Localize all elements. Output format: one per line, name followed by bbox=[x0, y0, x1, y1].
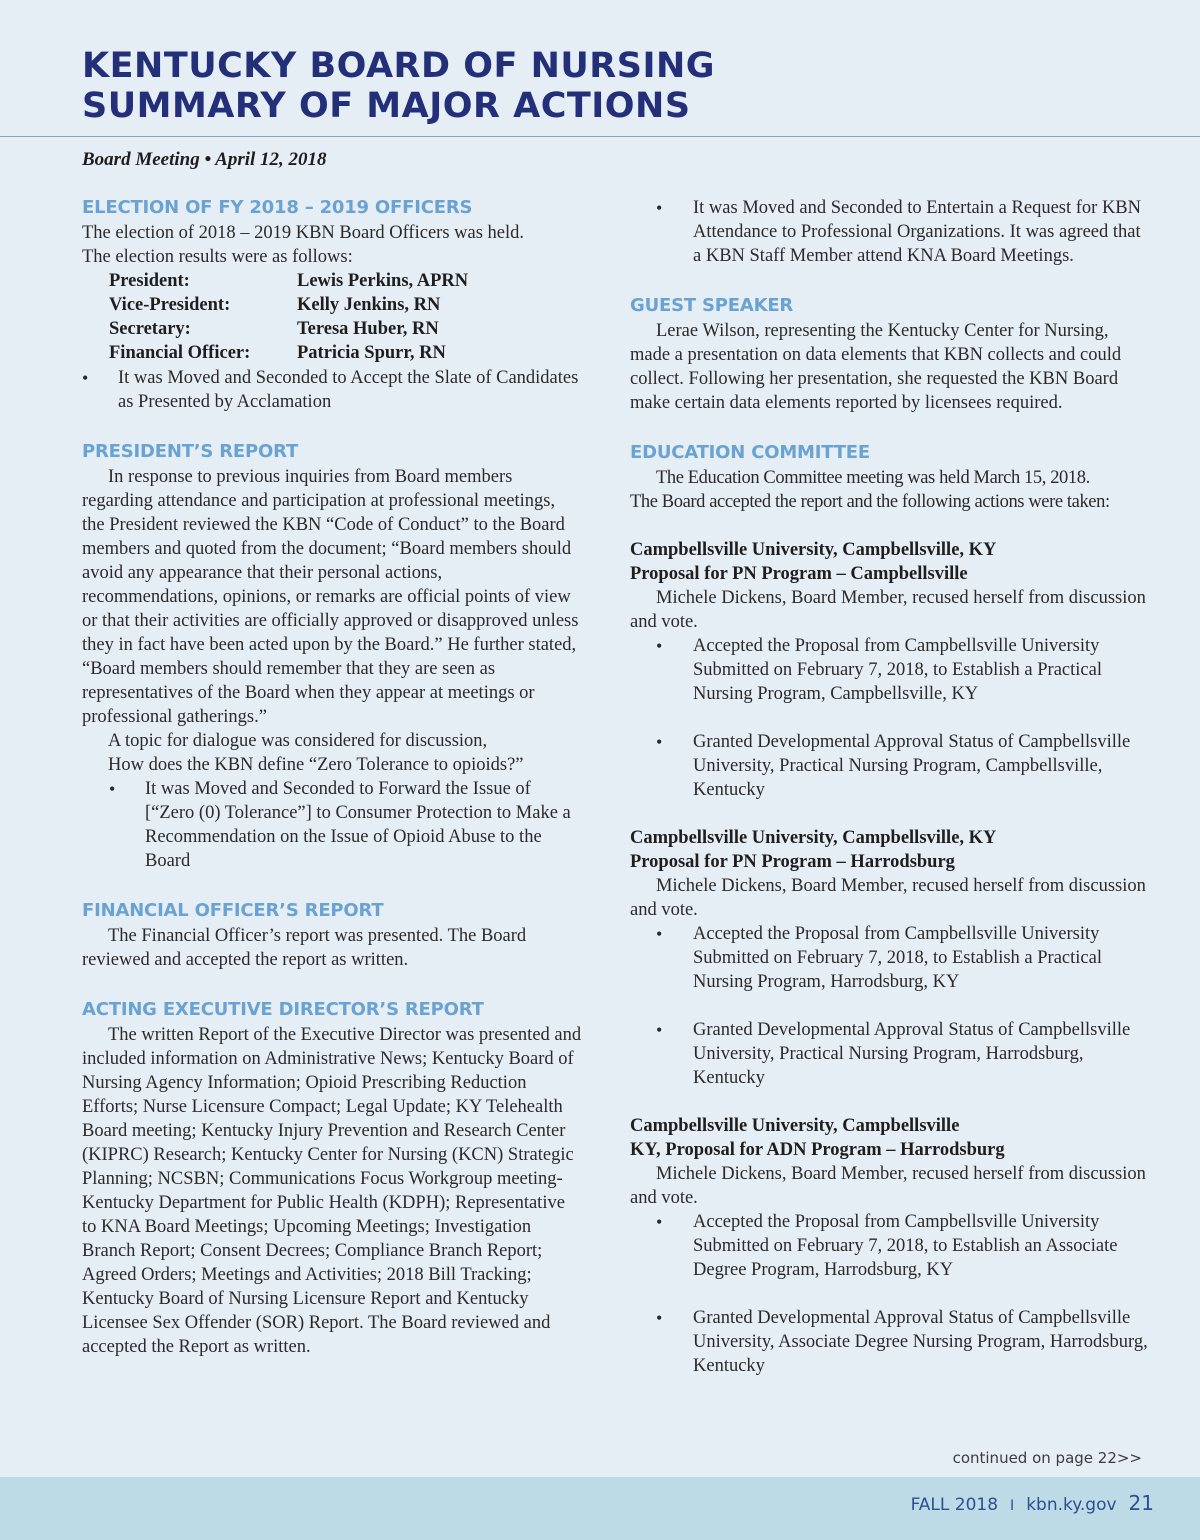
left-column bbox=[82, 196, 582, 1359]
bullet-text: Granted Developmental Approval Status of Campbellsville University, Practical Nursing Program, Campbellsville, Kentucky bbox=[693, 732, 1131, 800]
spacer bbox=[630, 1282, 1150, 1306]
officer-name: Lewis Perkins, APRN bbox=[297, 271, 469, 291]
officer-role: Financial Officer: bbox=[109, 343, 251, 363]
bullet-item bbox=[109, 777, 582, 873]
bullet-item bbox=[630, 730, 1150, 802]
election-intro: The election of 2018 – 2019 KBN Board Officers was held. bbox=[82, 223, 525, 243]
officer-name: Teresa Huber, RN bbox=[297, 319, 439, 339]
officer-row bbox=[109, 269, 582, 293]
page-number: 21 bbox=[1128, 1491, 1154, 1515]
bullet-text: It was Moved and Seconded to Forward the Issue of [“Zero (0) Tolerance”] to Consumer Protection to Make a Recommendation on the Issue of Opioid Abuse to the Board bbox=[145, 779, 571, 871]
bullet-text: It was Moved and Seconded to Accept the Slate of Candidates as Presented by Acclamation bbox=[118, 368, 579, 412]
officer-row bbox=[109, 341, 582, 365]
bullet-text: Accepted the Proposal from Campbellsville University Submitted on February 7, 2018, to Establish a Practical Nursing Program, Harrodsburg, KY bbox=[693, 924, 1102, 992]
recusal-note: Michele Dickens, Board Member, recused herself from discussion and vote. bbox=[630, 1164, 1146, 1208]
education-intro-2: The Board accepted the report and the following actions were taken: bbox=[630, 492, 1110, 512]
bullet-icon: • bbox=[656, 1212, 663, 1232]
bullet-item bbox=[630, 634, 1150, 706]
bullet-text: Granted Developmental Approval Status of Campbellsville University, Practical Nursing Program, Harrodsburg, Kentucky bbox=[693, 1020, 1131, 1088]
program-subtitle: Proposal for PN Program – Campbellsville bbox=[630, 564, 968, 584]
page-title bbox=[82, 46, 715, 126]
bullet-text: Accepted the Proposal from Campbellsville University Submitted on February 7, 2018, to Establish a Practical Nursing Program, Campbellsville, KY bbox=[693, 636, 1102, 704]
program-block bbox=[630, 538, 1150, 802]
issue-label: FALL 2018 bbox=[910, 1495, 999, 1515]
topic-line: A topic for dialogue was considered for discussion, bbox=[108, 731, 488, 751]
spacer bbox=[630, 802, 1150, 826]
director-report-section bbox=[82, 998, 582, 1359]
title-line-2: SUMMARY OF MAJOR ACTIONS bbox=[82, 86, 691, 126]
officer-row bbox=[109, 293, 582, 317]
section-heading: ELECTION OF FY 2018 – 2019 OFFICERS bbox=[82, 197, 473, 218]
bullet-item bbox=[630, 196, 1150, 268]
bullet-icon: • bbox=[656, 636, 663, 656]
president-report-section bbox=[82, 440, 582, 873]
bullet-icon: • bbox=[656, 1020, 663, 1040]
officer-role: President: bbox=[109, 271, 190, 291]
bullet-icon: • bbox=[82, 368, 89, 388]
bullet-text: Accepted the Proposal from Campbellsville University Submitted on February 7, 2018, to Establish an Associate Degree Program, Harrodsburg, KY bbox=[693, 1212, 1118, 1280]
president-paragraph: In response to previous inquiries from Board members regarding attendance and participation at professional meetings, the President reviewed the KBN “Code of Conduct” to the Board members and quoted from the document; “Board members should avoid any appearance that their personal actions, recommendations, opinions, or remarks are official points of view or that their activities are officially approved or disapproved unless they in fact have been acted upon by the Board.” He further stated, “Board members should remember that they are seen as representatives of the Board when they appear at meetings or professional gatherings.” bbox=[82, 467, 579, 727]
recusal-note: Michele Dickens, Board Member, recused herself from discussion and vote. bbox=[630, 876, 1146, 920]
program-title: Campbellsville University, Campbellsville bbox=[630, 1116, 960, 1136]
right-column bbox=[630, 196, 1150, 1378]
bullet-item bbox=[630, 1306, 1150, 1378]
program-block bbox=[630, 1114, 1150, 1378]
program-subtitle: Proposal for PN Program – Harrodsburg bbox=[630, 852, 955, 872]
program-title: Campbellsville University, Campbellsville, KY bbox=[630, 540, 997, 560]
page-footer bbox=[0, 1477, 1200, 1540]
bullet-icon: • bbox=[656, 732, 663, 752]
election-intro-2: The election results were as follows: bbox=[82, 247, 353, 267]
program-block bbox=[630, 826, 1150, 1090]
bullet-text: Granted Developmental Approval Status of Campbellsville University, Associate Degree Nursing Program, Harrodsburg, Kentucky bbox=[693, 1308, 1148, 1376]
spacer bbox=[630, 1090, 1150, 1114]
page-header bbox=[0, 0, 1200, 137]
spacer bbox=[630, 514, 1150, 538]
meeting-date: Board Meeting • April 12, 2018 bbox=[82, 149, 327, 170]
spacer bbox=[630, 994, 1150, 1018]
title-line-1: KENTUCKY BOARD OF NURSING bbox=[82, 46, 715, 86]
website-label: kbn.ky.gov bbox=[1026, 1495, 1117, 1515]
continued-note: continued on page 22>> bbox=[952, 1449, 1142, 1467]
bullet-item bbox=[82, 366, 582, 414]
footer-text bbox=[911, 1491, 1154, 1515]
education-committee-section bbox=[630, 441, 1150, 1378]
officer-name: Kelly Jenkins, RN bbox=[297, 295, 441, 315]
bullet-item bbox=[630, 922, 1150, 994]
program-subtitle: KY, Proposal for ADN Program – Harrodsburg bbox=[630, 1140, 1005, 1160]
recusal-note: Michele Dickens, Board Member, recused herself from discussion and vote. bbox=[630, 588, 1146, 632]
officer-name: Patricia Spurr, RN bbox=[297, 343, 446, 363]
bullet-item bbox=[630, 1018, 1150, 1090]
bullet-item bbox=[630, 1210, 1150, 1282]
section-heading: ACTING EXECUTIVE DIRECTOR’S REPORT bbox=[82, 999, 484, 1020]
bullet-icon: • bbox=[109, 779, 116, 799]
director-paragraph: The written Report of the Executive Director was presented and included information on Administrative News; Kentucky Board of Nursing Agency Information; Opioid Prescribing Reduction Efforts; Nurse Licensure Compact; Legal Update; KY Telehealth Board meeting; Kentucky Injury Prevention and Research Center (KIPRC) Research; Kentucky Center for Nursing (KCN) Strategic Planning; NCSBN; Communications Focus Workgroup meeting-Kentucky Department for Public Health (KDPH); Representative to KNA Board Meetings; Upcoming Meetings; Investigation Branch Report; Consent Decrees; Compliance Branch Report; Agreed Orders; Meetings and Activities; 2018 Bill Tracking; Kentucky Board of Nursing Licensure Report and Kentucky Licensee Sex Offender (SOR) Report. The Board reviewed and accepted the Report as written. bbox=[82, 1025, 582, 1357]
guest-speaker-section bbox=[630, 294, 1150, 415]
bullet-text: It was Moved and Seconded to Entertain a Request for KBN Attendance to Professional Organizations. It was agreed that a KBN Staff Member attend KNA Board Meetings. bbox=[693, 198, 1142, 266]
financial-report-section bbox=[82, 899, 582, 972]
officer-row bbox=[109, 317, 582, 341]
officer-role: Secretary: bbox=[109, 319, 191, 339]
guest-paragraph: Lerae Wilson, representing the Kentucky Center for Nursing, made a presentation on data elements that KBN collects and could collect. Following her presentation, she requested the KBN Board make certain data elements reported by licensees required. bbox=[630, 321, 1122, 413]
bullet-icon: • bbox=[656, 198, 663, 218]
officer-role: Vice-President: bbox=[109, 295, 231, 315]
bullet-icon: • bbox=[656, 1308, 663, 1328]
topic-question: How does the KBN define “Zero Tolerance to opioids?” bbox=[108, 755, 524, 775]
bullet-icon: • bbox=[656, 924, 663, 944]
section-heading: PRESIDENT’S REPORT bbox=[82, 441, 299, 462]
footer-separator: I bbox=[1010, 1498, 1015, 1514]
section-heading: EDUCATION COMMITTEE bbox=[630, 442, 870, 463]
spacer bbox=[630, 706, 1150, 730]
education-intro: The Education Committee meeting was held March 15, 2018. bbox=[656, 468, 1090, 488]
section-heading: GUEST SPEAKER bbox=[630, 295, 794, 316]
election-section bbox=[82, 196, 582, 414]
financial-paragraph: The Financial Officer’s report was presented. The Board reviewed and accepted the report as written. bbox=[82, 926, 527, 970]
program-title: Campbellsville University, Campbellsville, KY bbox=[630, 828, 997, 848]
section-heading: FINANCIAL OFFICER’S REPORT bbox=[82, 900, 384, 921]
